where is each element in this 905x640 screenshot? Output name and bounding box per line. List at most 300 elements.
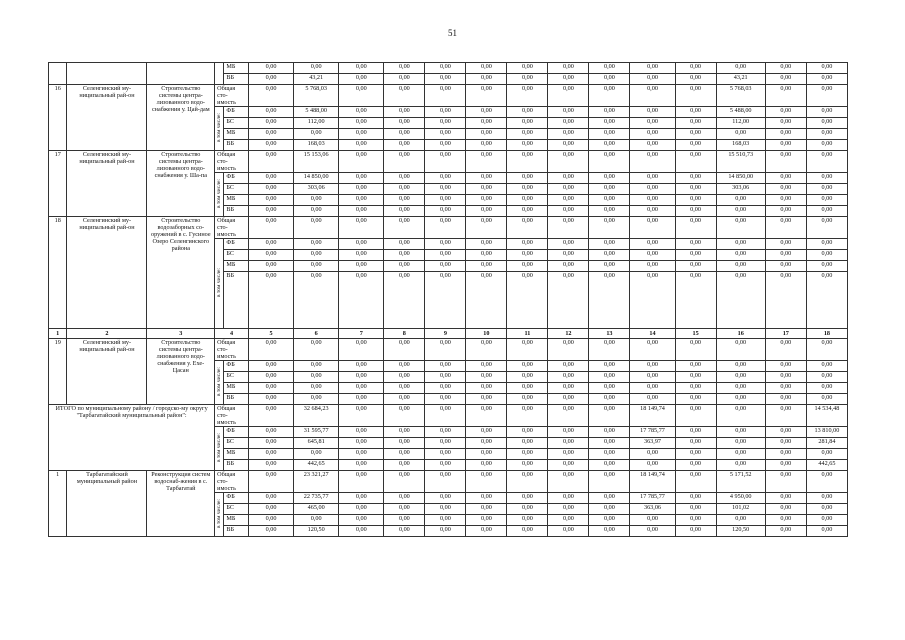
- value-cell: 0,00: [384, 250, 425, 261]
- value-cell: 0,00: [425, 217, 466, 239]
- value-cell: 0,00: [765, 526, 806, 537]
- empty-cell: [67, 63, 147, 85]
- value-cell: 0,00: [339, 107, 384, 118]
- value-cell: 0,00: [548, 493, 589, 504]
- value-cell: 303,06: [294, 184, 339, 195]
- value-cell: 0,00: [589, 394, 630, 405]
- value-cell: 0,00: [548, 129, 589, 140]
- total-label: Общая сто-имость: [215, 151, 249, 173]
- value-cell: 0,00: [806, 515, 847, 526]
- value-cell: 0,00: [630, 526, 675, 537]
- value-cell: 0,00: [294, 261, 339, 272]
- value-cell: 43,21: [294, 74, 339, 85]
- value-cell: 0,00: [589, 526, 630, 537]
- value-cell: 0,00: [425, 405, 466, 427]
- value-cell: 0,00: [507, 107, 548, 118]
- value-cell: 0,00: [589, 471, 630, 493]
- column-number: 4: [215, 329, 249, 339]
- value-cell: 0,00: [765, 261, 806, 272]
- value-cell: 0,00: [589, 217, 630, 239]
- value-cell: 0,00: [630, 140, 675, 151]
- column-number-row: [49, 329, 848, 339]
- value-cell: 0,00: [466, 471, 507, 493]
- value-cell: 0,00: [548, 206, 589, 217]
- value-cell: 0,00: [425, 118, 466, 129]
- value-cell: 0,00: [675, 173, 716, 184]
- value-cell: 0,00: [384, 217, 425, 239]
- value-cell: 0,00: [548, 471, 589, 493]
- value-cell: 0,00: [630, 261, 675, 272]
- value-cell: 0,00: [339, 184, 384, 195]
- value-cell: 0,00: [548, 449, 589, 460]
- value-cell: 0,00: [425, 261, 466, 272]
- value-cell: 0,00: [507, 74, 548, 85]
- value-cell: 0,00: [339, 206, 384, 217]
- value-cell: 0,00: [384, 272, 425, 329]
- value-cell: 13 810,00: [806, 427, 847, 438]
- value-cell: 0,00: [384, 372, 425, 383]
- value-cell: 0,00: [675, 427, 716, 438]
- object-cell: Реконструкция систем водоснаб-жения в с. Тарбагатай: [147, 471, 215, 537]
- value-cell: 0,00: [507, 173, 548, 184]
- value-cell: 23 321,27: [294, 471, 339, 493]
- value-cell: 0,00: [339, 129, 384, 140]
- value-cell: 0,00: [589, 504, 630, 515]
- source-cell: ФБ: [224, 107, 249, 118]
- value-cell: 0,00: [384, 493, 425, 504]
- value-cell: 0,00: [425, 129, 466, 140]
- value-cell: 0,00: [339, 372, 384, 383]
- value-cell: 0,00: [507, 217, 548, 239]
- value-cell: 0,00: [548, 173, 589, 184]
- value-cell: 0,00: [384, 515, 425, 526]
- value-cell: 0,00: [716, 129, 765, 140]
- value-cell: 0,00: [294, 361, 339, 372]
- value-cell: 0,00: [589, 140, 630, 151]
- value-cell: 0,00: [248, 107, 293, 118]
- sub-label: в том числе:: [215, 239, 224, 329]
- value-cell: 0,00: [339, 449, 384, 460]
- value-cell: 0,00: [294, 339, 339, 361]
- value-cell: 0,00: [248, 361, 293, 372]
- value-cell: 0,00: [507, 239, 548, 250]
- value-cell: 0,00: [248, 118, 293, 129]
- value-cell: 0,00: [716, 460, 765, 471]
- value-cell: 0,00: [765, 239, 806, 250]
- value-cell: 0,00: [806, 140, 847, 151]
- value-cell: 0,00: [716, 217, 765, 239]
- value-cell: 442,65: [806, 460, 847, 471]
- value-cell: 0,00: [675, 372, 716, 383]
- value-cell: 0,00: [765, 394, 806, 405]
- value-cell: 0,00: [466, 173, 507, 184]
- value-cell: 0,00: [425, 63, 466, 74]
- value-cell: 0,00: [548, 361, 589, 372]
- value-cell: 0,00: [716, 372, 765, 383]
- value-cell: 0,00: [339, 63, 384, 74]
- value-cell: 0,00: [425, 173, 466, 184]
- value-cell: 0,00: [384, 405, 425, 427]
- value-cell: 0,00: [425, 493, 466, 504]
- value-cell: 0,00: [466, 405, 507, 427]
- value-cell: 0,00: [589, 129, 630, 140]
- value-cell: 18 149,74: [630, 471, 675, 493]
- total-label: Общая сто-имость: [215, 217, 249, 239]
- value-cell: 0,00: [589, 107, 630, 118]
- value-cell: 0,00: [425, 184, 466, 195]
- row-number: 1: [49, 471, 67, 537]
- value-cell: 0,00: [466, 206, 507, 217]
- value-cell: 0,00: [339, 140, 384, 151]
- value-cell: 0,00: [548, 339, 589, 361]
- source-cell: ВБ: [224, 74, 249, 85]
- value-cell: 0,00: [507, 140, 548, 151]
- value-cell: 0,00: [806, 372, 847, 383]
- value-cell: 0,00: [466, 140, 507, 151]
- value-cell: 0,00: [675, 438, 716, 449]
- value-cell: 0,00: [806, 272, 847, 329]
- value-cell: 0,00: [806, 361, 847, 372]
- value-cell: 0,00: [765, 471, 806, 493]
- value-cell: 0,00: [248, 493, 293, 504]
- value-cell: 0,00: [339, 261, 384, 272]
- value-cell: 0,00: [507, 206, 548, 217]
- value-cell: 0,00: [630, 515, 675, 526]
- value-cell: 0,00: [548, 372, 589, 383]
- value-cell: 0,00: [466, 361, 507, 372]
- source-cell: ФБ: [224, 493, 249, 504]
- page-number: 51: [448, 28, 457, 38]
- value-cell: 0,00: [630, 206, 675, 217]
- value-cell: 0,00: [765, 449, 806, 460]
- value-cell: 0,00: [248, 526, 293, 537]
- column-number: 10: [466, 329, 507, 339]
- column-number: 18: [806, 329, 847, 339]
- value-cell: 0,00: [248, 129, 293, 140]
- value-cell: 0,00: [294, 449, 339, 460]
- source-cell: МБ: [224, 195, 249, 206]
- value-cell: 0,00: [630, 107, 675, 118]
- value-cell: 0,00: [548, 184, 589, 195]
- value-cell: 0,00: [630, 118, 675, 129]
- value-cell: 0,00: [425, 151, 466, 173]
- value-cell: 0,00: [675, 129, 716, 140]
- value-cell: 0,00: [548, 460, 589, 471]
- column-number: 7: [339, 329, 384, 339]
- value-cell: 0,00: [806, 261, 847, 272]
- value-cell: 0,00: [548, 151, 589, 173]
- value-cell: 0,00: [589, 261, 630, 272]
- value-cell: 0,00: [384, 107, 425, 118]
- value-cell: 0,00: [248, 140, 293, 151]
- value-cell: 0,00: [339, 383, 384, 394]
- value-cell: 0,00: [765, 129, 806, 140]
- source-cell: ВБ: [224, 526, 249, 537]
- value-cell: 0,00: [466, 515, 507, 526]
- value-cell: 0,00: [425, 74, 466, 85]
- value-cell: 0,00: [248, 239, 293, 250]
- value-cell: 0,00: [589, 250, 630, 261]
- value-cell: 0,00: [425, 272, 466, 329]
- value-cell: 0,00: [466, 151, 507, 173]
- value-cell: 0,00: [675, 195, 716, 206]
- value-cell: 0,00: [548, 261, 589, 272]
- value-cell: 5 768,03: [294, 85, 339, 107]
- value-cell: 0,00: [806, 250, 847, 261]
- value-cell: 0,00: [589, 195, 630, 206]
- value-cell: 0,00: [339, 74, 384, 85]
- value-cell: 0,00: [548, 515, 589, 526]
- value-cell: 0,00: [675, 449, 716, 460]
- value-cell: 0,00: [589, 449, 630, 460]
- source-cell: МБ: [224, 129, 249, 140]
- value-cell: 0,00: [589, 438, 630, 449]
- value-cell: 0,00: [507, 394, 548, 405]
- value-cell: 0,00: [765, 63, 806, 74]
- source-cell: БС: [224, 372, 249, 383]
- value-cell: 0,00: [248, 383, 293, 394]
- value-cell: 0,00: [425, 526, 466, 537]
- column-number: 13: [589, 329, 630, 339]
- value-cell: 0,00: [716, 383, 765, 394]
- value-cell: 465,00: [294, 504, 339, 515]
- value-cell: 0,00: [425, 449, 466, 460]
- source-cell: МБ: [224, 261, 249, 272]
- table-row: [49, 85, 848, 107]
- value-cell: 0,00: [806, 74, 847, 85]
- value-cell: 0,00: [466, 427, 507, 438]
- value-cell: 0,00: [339, 515, 384, 526]
- value-cell: 0,00: [294, 394, 339, 405]
- value-cell: 0,00: [765, 383, 806, 394]
- value-cell: 0,00: [425, 394, 466, 405]
- value-cell: 0,00: [589, 361, 630, 372]
- value-cell: 0,00: [384, 140, 425, 151]
- value-cell: 0,00: [589, 173, 630, 184]
- value-cell: 0,00: [384, 74, 425, 85]
- value-cell: 0,00: [425, 427, 466, 438]
- value-cell: 0,00: [507, 129, 548, 140]
- municipality-cell: Селенгинский му-ниципальный рай-он: [67, 85, 147, 151]
- value-cell: 0,00: [466, 272, 507, 329]
- value-cell: 0,00: [806, 107, 847, 118]
- value-cell: 0,00: [384, 394, 425, 405]
- value-cell: 112,00: [716, 118, 765, 129]
- value-cell: 0,00: [716, 339, 765, 361]
- value-cell: 363,97: [630, 438, 675, 449]
- value-cell: 0,00: [384, 460, 425, 471]
- value-cell: 0,00: [716, 361, 765, 372]
- value-cell: 0,00: [248, 515, 293, 526]
- value-cell: 0,00: [765, 272, 806, 329]
- value-cell: 0,00: [630, 361, 675, 372]
- value-cell: 0,00: [466, 438, 507, 449]
- value-cell: 442,65: [294, 460, 339, 471]
- value-cell: 0,00: [675, 74, 716, 85]
- value-cell: 0,00: [384, 85, 425, 107]
- value-cell: 0,00: [630, 74, 675, 85]
- value-cell: 0,00: [248, 339, 293, 361]
- value-cell: 0,00: [716, 438, 765, 449]
- value-cell: 0,00: [466, 195, 507, 206]
- value-cell: 0,00: [339, 272, 384, 329]
- value-cell: 0,00: [630, 85, 675, 107]
- value-cell: 0,00: [589, 383, 630, 394]
- value-cell: 0,00: [248, 449, 293, 460]
- value-cell: 0,00: [765, 493, 806, 504]
- value-cell: 120,50: [716, 526, 765, 537]
- value-cell: 0,00: [294, 63, 339, 74]
- value-cell: 0,00: [765, 504, 806, 515]
- sub-label: в том числе:: [215, 427, 224, 471]
- value-cell: 0,00: [765, 460, 806, 471]
- value-cell: 0,00: [765, 339, 806, 361]
- total-label: Общая сто-имость: [215, 471, 249, 493]
- value-cell: 281,84: [806, 438, 847, 449]
- value-cell: 0,00: [716, 405, 765, 427]
- municipality-cell: Селенгинский му-ниципальный рай-он: [67, 339, 147, 405]
- value-cell: 0,00: [294, 239, 339, 250]
- value-cell: 0,00: [675, 118, 716, 129]
- value-cell: 0,00: [339, 526, 384, 537]
- value-cell: 0,00: [248, 206, 293, 217]
- itogo-label: ИТОГО по муниципальному району / городско-му округу "Тарбагатайский муниципальный район":: [49, 405, 215, 471]
- value-cell: 0,00: [248, 438, 293, 449]
- value-cell: 0,00: [425, 250, 466, 261]
- value-cell: 0,00: [548, 107, 589, 118]
- value-cell: 0,00: [339, 504, 384, 515]
- value-cell: 0,00: [675, 140, 716, 151]
- value-cell: 0,00: [466, 118, 507, 129]
- value-cell: 0,00: [248, 504, 293, 515]
- value-cell: 645,81: [294, 438, 339, 449]
- value-cell: 168,03: [716, 140, 765, 151]
- value-cell: 0,00: [806, 151, 847, 173]
- value-cell: 0,00: [765, 118, 806, 129]
- value-cell: 0,00: [507, 151, 548, 173]
- value-cell: 0,00: [630, 339, 675, 361]
- value-cell: 0,00: [765, 515, 806, 526]
- value-cell: 0,00: [339, 471, 384, 493]
- source-cell: ВБ: [224, 460, 249, 471]
- empty-cell: [215, 63, 224, 85]
- column-number: 17: [765, 329, 806, 339]
- value-cell: 0,00: [248, 217, 293, 239]
- source-cell: БС: [224, 504, 249, 515]
- value-cell: 0,00: [294, 372, 339, 383]
- value-cell: 0,00: [466, 526, 507, 537]
- value-cell: 0,00: [425, 107, 466, 118]
- table-row: [49, 151, 848, 173]
- value-cell: 0,00: [507, 184, 548, 195]
- value-cell: 0,00: [548, 438, 589, 449]
- value-cell: 0,00: [716, 261, 765, 272]
- value-cell: 0,00: [630, 195, 675, 206]
- value-cell: 0,00: [630, 151, 675, 173]
- value-cell: 0,00: [548, 217, 589, 239]
- value-cell: 0,00: [384, 361, 425, 372]
- value-cell: 0,00: [675, 261, 716, 272]
- value-cell: 17 785,77: [630, 427, 675, 438]
- value-cell: 112,00: [294, 118, 339, 129]
- value-cell: 0,00: [384, 526, 425, 537]
- value-cell: 0,00: [765, 140, 806, 151]
- value-cell: 14 850,00: [716, 173, 765, 184]
- value-cell: 0,00: [248, 85, 293, 107]
- value-cell: 0,00: [507, 195, 548, 206]
- value-cell: 0,00: [425, 140, 466, 151]
- value-cell: 0,00: [507, 383, 548, 394]
- value-cell: 0,00: [806, 339, 847, 361]
- value-cell: 0,00: [765, 250, 806, 261]
- value-cell: 0,00: [507, 471, 548, 493]
- value-cell: 0,00: [425, 383, 466, 394]
- value-cell: 0,00: [507, 261, 548, 272]
- value-cell: 0,00: [507, 405, 548, 427]
- row-number: 17: [49, 151, 67, 217]
- column-number: 2: [67, 329, 147, 339]
- value-cell: 0,00: [384, 239, 425, 250]
- value-cell: 0,00: [548, 140, 589, 151]
- value-cell: 0,00: [589, 118, 630, 129]
- value-cell: 0,00: [589, 493, 630, 504]
- municipality-cell: Тарбагатайский муниципальный район: [67, 471, 147, 537]
- value-cell: 0,00: [425, 515, 466, 526]
- value-cell: 0,00: [630, 394, 675, 405]
- value-cell: 0,00: [589, 272, 630, 329]
- value-cell: 0,00: [806, 118, 847, 129]
- source-cell: БС: [224, 438, 249, 449]
- value-cell: 0,00: [339, 438, 384, 449]
- value-cell: 0,00: [466, 107, 507, 118]
- value-cell: 0,00: [806, 504, 847, 515]
- value-cell: 0,00: [507, 438, 548, 449]
- value-cell: 168,03: [294, 140, 339, 151]
- value-cell: 0,00: [630, 449, 675, 460]
- row-number: 19: [49, 339, 67, 405]
- value-cell: 0,00: [765, 438, 806, 449]
- value-cell: 0,00: [507, 526, 548, 537]
- value-cell: 0,00: [339, 118, 384, 129]
- source-cell: ФБ: [224, 173, 249, 184]
- value-cell: 0,00: [548, 405, 589, 427]
- value-cell: 0,00: [806, 173, 847, 184]
- column-number: 6: [294, 329, 339, 339]
- value-cell: 0,00: [507, 118, 548, 129]
- value-cell: 0,00: [765, 195, 806, 206]
- value-cell: 0,00: [466, 394, 507, 405]
- value-cell: 0,00: [339, 85, 384, 107]
- value-cell: 0,00: [806, 217, 847, 239]
- object-cell: Строительство системы центра-лизованного водо-снабжения у. Цай-дам: [147, 85, 215, 151]
- value-cell: 0,00: [425, 85, 466, 107]
- value-cell: 0,00: [339, 405, 384, 427]
- value-cell: 0,00: [507, 85, 548, 107]
- value-cell: 0,00: [339, 173, 384, 184]
- value-cell: 0,00: [248, 471, 293, 493]
- value-cell: 0,00: [294, 195, 339, 206]
- source-cell: БС: [224, 184, 249, 195]
- source-cell: ВБ: [224, 140, 249, 151]
- value-cell: 0,00: [806, 63, 847, 74]
- value-cell: 15 510,73: [716, 151, 765, 173]
- value-cell: 0,00: [384, 173, 425, 184]
- value-cell: 0,00: [425, 460, 466, 471]
- value-cell: 0,00: [294, 217, 339, 239]
- value-cell: 0,00: [248, 261, 293, 272]
- total-label: Общая сто-имость: [215, 85, 249, 107]
- value-cell: 0,00: [339, 195, 384, 206]
